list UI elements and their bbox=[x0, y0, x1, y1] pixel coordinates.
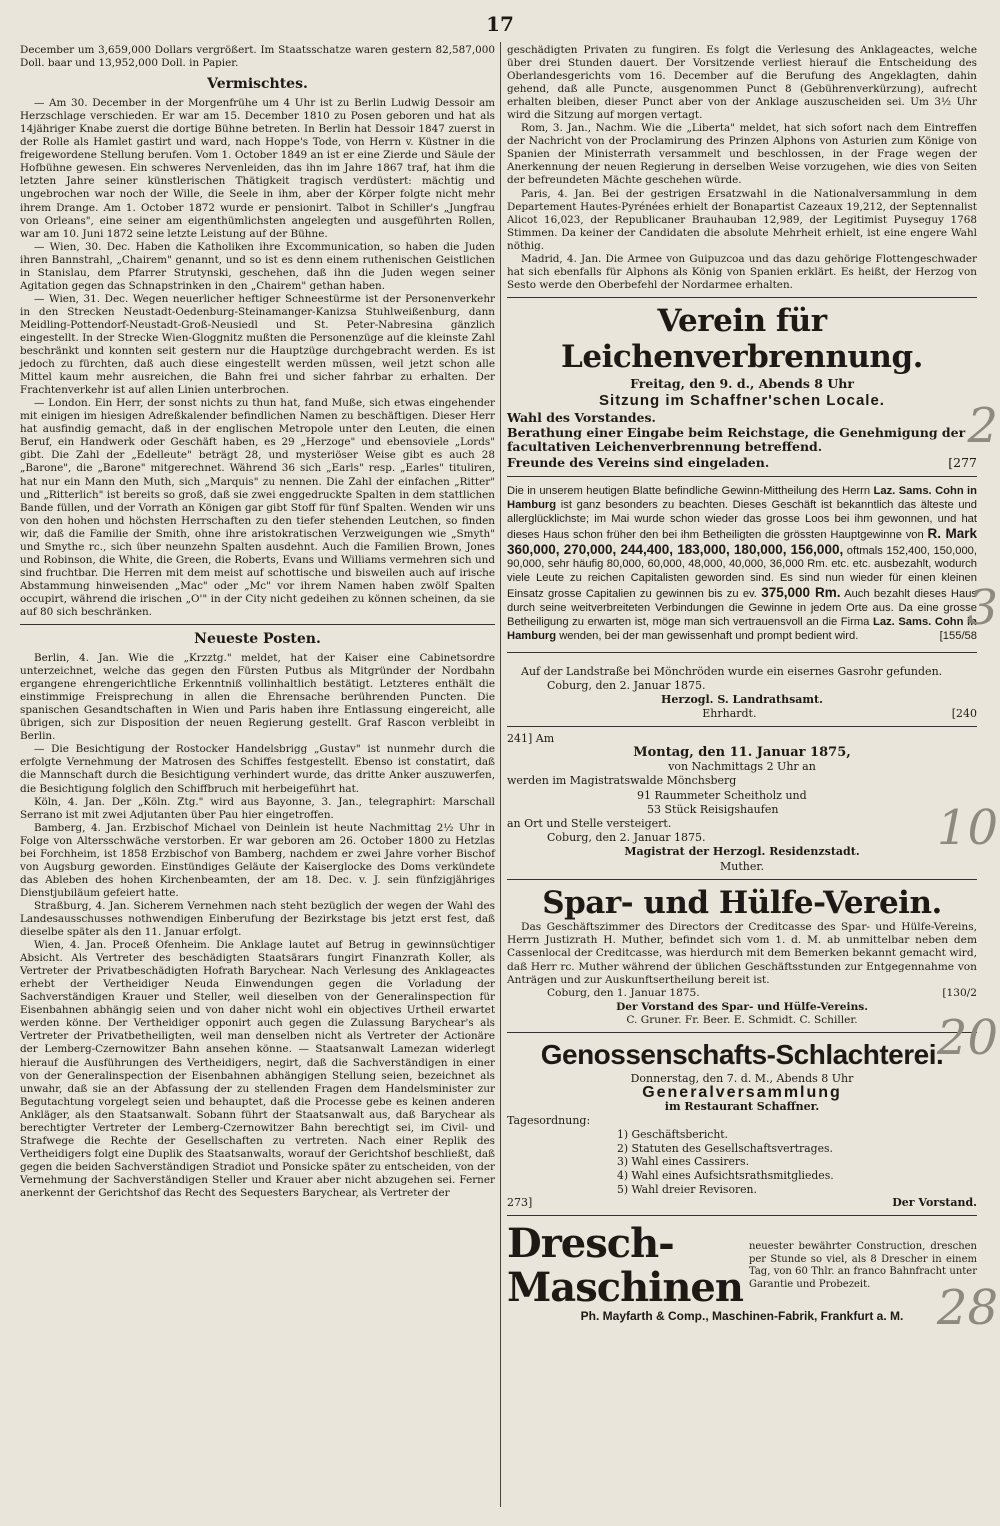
article-strassburg: Straßburg, 4. Jan. Sicherem Vernehmen nach steht bezüglich der wegen der Wahl des Landesausschusses nothwendigen Einberufung der Bezirkstage bis jetzt erst fest, daß dieselbe später als den 11. Januar erfolgt. bbox=[20, 899, 495, 939]
article-ofenheim-continuation: geschädigten Privaten zu fungiren. Es folgt die Verlesung des Anklageactes, welche über drei Stunden dauert. Der Vorsitzende verliest hierauf die Entscheidung des Oberlandesgerichts vom 16. December auf die Berufung des Angeklagten, dahin gehend, daß alle Puncte, ausgenommen Punct 8 (Gebührenverkürzung), aufrecht erhalten bleiben, dieser Punct aber von der Anklage auszuscheiden sei. Um 3½ Uhr wird die Sitzung auf morgen vertagt. bbox=[507, 44, 977, 122]
agenda-item: 3) Wahl eines Cassirers. bbox=[617, 1155, 750, 1169]
article-bamberg: Bamberg, 4. Jan. Erzbischof Michael von Deinlein ist heute Nachmittag 2½ Uhr in Folge von Altersschwäche verstorben. Er war geboren am 26. October 1800 zu Hetzlas bei Forchheim, ist 1858 Erzbischof von Bamberg, nachdem er zwei Jahre vorher Bischof von Augsburg geworden. Einstündiges Geläute der Kaiserglocke des Doms verkündete das Ableben des hohen Kirchenbeamten, der am 18. Dec. v. J. sein fünfzigjähriges Dienstjubiläum gefeiert hatte. bbox=[20, 821, 495, 899]
ad-firm-name: Laz. Sams. Cohn in Hamburg bbox=[507, 616, 978, 642]
article-koeln: Köln, 4. Jan. Der „Köln. Ztg." wird aus Bayonne, 3. Jan., telegraphirt: Marschall Serrano ist mit zwei Adjutanten über Pau hier eingetroffen. bbox=[20, 795, 495, 821]
section-heading-vermischtes: Vermischtes. bbox=[207, 76, 308, 93]
ad-rule bbox=[507, 879, 977, 880]
ad-rule bbox=[507, 297, 977, 298]
ad-title: Genossenschafts-Schlachterei. bbox=[540, 1039, 944, 1071]
ad-firm-name: Laz. Sams. Cohn in Hamburg bbox=[507, 484, 978, 511]
margin-mark: 2 bbox=[967, 398, 998, 454]
ad-rule bbox=[507, 652, 977, 653]
ad-rule bbox=[507, 1032, 977, 1033]
ad-item: Wahl des Vorstandes. bbox=[507, 409, 656, 425]
ad-board: Der Vorstand. bbox=[892, 1196, 977, 1210]
section-rule bbox=[20, 624, 495, 625]
ad-title: Spar- und Hülfe-Verein. bbox=[542, 884, 942, 921]
ad-prize-list: R. Mark 360,000, 270,000, 244,400, 183,000, 180,000, 156,000, bbox=[507, 525, 977, 557]
ad-rule bbox=[507, 476, 977, 477]
ad-rule bbox=[507, 1215, 977, 1216]
ad-ref: 241] Am bbox=[507, 731, 555, 745]
ad-holzversteigerung: 241] Am Montag, den 11. Januar 1875, von Nachmittags 2 Uhr an werden im Magistratswalde Mönchsberg 91 Raummeter Scheitholz und 53 Stück Reisigshaufen an Ort und Stelle versteigert. Coburg, den 2. Januar 1875. Magistrat der Herzogl. Residenzstadt. Muther. bbox=[507, 732, 977, 874]
ad-session: Sitzung im Schaffner'schen Locale. bbox=[599, 391, 885, 409]
ad-prize-max: 375,000 Rm. bbox=[761, 585, 841, 601]
ad-gasrohr: Auf der Landstraße bei Mönchröden wurde ein eisernes Gasrohr gefunden. Coburg, den 2. Januar 1875. Herzogl. S. Landrathsamt. Ehrhardt. [240 bbox=[507, 665, 977, 721]
agenda-item: 4) Wahl eines Aufsichtsrathsmitgliedes. bbox=[617, 1169, 834, 1183]
margin-mark: 28 bbox=[936, 1280, 998, 1336]
article-dessoir: — Am 30. December in der Morgenfrühe um 4 Uhr ist zu Berlin Ludwig Dessoir am Herzschlage verschieden. Er war am 15. December 1810 zu Posen geboren und hat als 14jähriger Knabe zuerst die dortige Bühne betreten. In Berlin hat Dessoir 1847 zuerst in der Rolle als Hamlet gastirt und ward, nach Hoppe's Tode, von Herrn v. Küstner in die freigewordene Stellung berufen. Vom 1. October 1849 an ist er eine Zierde und Säule der Hofbühne gewesen. Ein schweres Nervenleiden, das ihn im Jahre 1867 traf, hat ihm die letzten Jahre seiner künstlerischen Thätigkeit tragisch verdüstert: mächtig und ungebrochen war noch der Wille, die Seele in ihm, aber der Körper folgte nicht mehr ihrem Drange. Am 1. October 1872 wurde er pensionirt. Talbot in Schiller's „Jungfrau von Orleans", eine seiner am eigenthümlichsten angelegten und ausgeführten Rollen, war am 10. Juni 1872 seine letzte Leistung auf der Bühne. bbox=[20, 97, 495, 240]
ad-ref: 273] bbox=[507, 1196, 533, 1210]
ad-dreschmaschinen bbox=[507, 1222, 977, 1323]
left-column bbox=[20, 44, 495, 1200]
ad-ref: [277 bbox=[948, 454, 977, 470]
agenda-list bbox=[617, 1128, 977, 1196]
ad-title: Verein für Leichenverbrennung. bbox=[561, 302, 923, 375]
ad-date: Freitag, den 9. d., Abends 8 Uhr bbox=[630, 375, 854, 391]
ad-spar-verein: Spar- und Hülfe-Verein. Das Geschäftszimmer des Directors der Creditcasse des Spar- und Hülfe-Vereins, Herrn Justizrath H. Muther, befindet sich vom 1. d. M. ab unmittelbar neben dem Cassenlocal der Creditcasse, was hierdurch mit dem Bemerken bekannt gemacht wird, daß Herr rc. Muther während der üblichen Geschäftsstunden zur Entgegennahme von Anträgen und zur Auskunftsertheilung bereit ist. Coburg, den 1. Januar 1875. [130/2 Der Vorstand des Spar- und Hülfe-Vereins. C. Gruner. Fr. Beer. E. Schmidt. C. Schiller. bbox=[507, 884, 977, 1026]
article-paris: Paris, 4. Jan. Bei der gestrigen Ersatzwahl in die Nationalversammlung in dem Departement Hautes-Pyrénées erhielt der Bonapartist Cazeaux 19,212, der Septennalist Alicot 16,023, der Republicaner Brauhauban 12,989, der Legitimist Puyseguy 1768 Stimmen. Da keiner der Candidaten die absolute Mehrheit erhielt, ist eine engere Wahl nöthig. bbox=[507, 187, 977, 252]
agenda-item: 2) Statuten des Gesellschaftsvertrages. bbox=[617, 1141, 833, 1155]
ad-title: Dresch-Maschinen bbox=[507, 1220, 743, 1312]
ad-lottery: Die in unserem heutigen Blatte befindliche Gewinn-Mittheilung des Herrn Laz. Sams. Cohn in Hamburg ist ganz besonders zu beachten. Dieses Geschäft ist bekanntlich das älteste und allerglücklichste; im Mai wurde schon wieder das grosse Loos bei ihm gewonnen, und hat dieses Haus schon früher den bei ihm Betheiligten die grössten Hauptgewinne von R. Mark 360,000, 270,000, 244,400, 183,000, 180,000, 156,000, oftmals 152,400, 150,000, 90,000, sehr häufig 80,000, 60,000, 48,000, 40,000, 36,000 Rm. etc. etc. ausbezahlt, wodurch viele Leute zu reichen Capitalisten geworden sind. Es sind nun wieder für einen kleinen Einsatz grosse Capitalien zu gewinnen bis zu ev. 375,000 Rm. Auch bezahlt dieses Haus durch seine weitverbreiteten Verbindungen die Gewinne in jedem Orte aus. Da eine grosse Betheiligung zu erwarten ist, möge man sich vertrauensvoll an die Firma Laz. Sams. Cohn in Hamburg wenden, bei der man gewissenhaft und prompt bedient wird. [155/58 bbox=[507, 484, 978, 642]
article-berlin: Berlin, 4. Jan. Wie die „Krzztg." meldet, hat der Kaiser eine Cabinetsordre unterzeichnet, welche das gegen den Fürsten Putbus als Mitgründer der Nordbahn ergangene ehrengerichtliche Erkenntniß vollinhaltlich bestätigt. Letzteres enthält die einstimmige Freisprechung in allen die Ehrensache berührenden Puncten. Die spanischen Gesandtschaften in Wien und Paris haben ihre Entlassung eingereicht, alle übrigen, sich zur Disposition der neuen Regierung gestellt. Graf Rascon verbleibt in Berlin. bbox=[20, 652, 495, 743]
article-rostock: — Die Besichtigung der Rostocker Handelsbrigg „Gustav" ist nunmehr durch die erfolgte Vernehmung der Matrosen des Schiffes festgestellt. Ebenso ist constatirt, daß die Mannschaft durch die Besichtigung verhindert wurde, das dritte Anker auszuwerfen, die Besichtigung folglich den Schiffbruch mit herbeigeführt hat. bbox=[20, 743, 495, 795]
agenda-item: 1) Geschäftsbericht. bbox=[617, 1128, 729, 1142]
article-wien-30: — Wien, 30. Dec. Haben die Katholiken ihre Excommunication, so haben die Juden ihren Bannstrahl, „Chairem" genannt, und so ist es denn einem ruthenischen Geistlichen in Stanislau, dem Pfarrer Strutynski, geschehen, daß ihn die Juden wegen seiner Agitation gegen das Schnapstrinken in den „Chairem" gethan haben. bbox=[20, 240, 495, 292]
right-column bbox=[507, 44, 977, 1323]
ad-description: neuester bewährter Construction, dreschen per Stunde so viel, als 8 Drescher in einem Tag, von 60 Thlr. an franco Bahnfracht unter Garantie und Probezeit. bbox=[748, 1241, 977, 1290]
ad-footer: Freunde des Vereins sind eingeladen. [277 bbox=[507, 454, 977, 470]
ad-date: Montag, den 11. Januar 1875, bbox=[633, 745, 851, 761]
page-number: 17 bbox=[486, 12, 514, 36]
margin-mark: 10 bbox=[936, 800, 998, 856]
article-wien-31: — Wien, 31. Dec. Wegen neuerlicher heftiger Schneestürme ist der Personenverkehr in den Strecken Neustadt-Oedenburg-Steinamanger-Kanizsa Stuhlweißenburg, dann Meidling-Pottendorf-Neustadt-Groß-Neusiedl und St. Peter-Nabresina gänzlich eingestellt. In der Strecke Wien-Gloggnitz mußten die Personenzüge auf die kleinste Zahl beschränkt und konnten seit gestern nur die Hauptzüge durchgebracht werden. Es ist jedoch zu fürchten, daß auch diese eingestellt werden müssen, weil jetzt schon alle Mittel kaum mehr ausreichen, die Bahn frei und sicher fahrbar zu erhalten. Der Frachtenverkehr ist auf allen Linien unterbrochen. bbox=[20, 292, 495, 397]
ad-event: Generalversammlung bbox=[642, 1084, 842, 1102]
ad-ref: [130/2 bbox=[942, 987, 977, 1000]
ad-leichenverbrennung bbox=[507, 303, 977, 471]
margin-mark: 20 bbox=[936, 1010, 998, 1066]
section-heading-neueste-posten: Neueste Posten. bbox=[194, 631, 321, 648]
ad-office: Magistrat der Herzogl. Residenzstadt. bbox=[624, 845, 860, 859]
article-london: — London. Ein Herr, der sonst nichts zu thun hat, fand Muße, sich etwas eingehender mit einigen im hiesigen Adreßkalender befindlichen Namen zu beschäftigen. Dieser Herr hat ausfindig gemacht, daß in der englischen Metropole unter den Leuten, die einen Beruf, ein Handwerk oder Geschäft haben, es 29 „Herzoge" und ebensoviele „Lords" gibt. Die Zahl der „Edelleute" beträgt 28, und mysteriöser Weise gibt es auch 28 „Barone", die „Barone" mitgerechnet. Während 36 sich „Earls" resp. „Earles" tituliren, hat nur ein Mann den Muth, sich „Marquis" zu nennen. Die Zahl der einfachen „Ritter" und „Ritterlich" ist bereits so groß, daß sie zwei enggedruckte Spalten in dem stattlichen Bande füllen, und der Vorrath an Königen gar gibt Stoff für fünf Spalten. Wenden wir uns von den hohen und höchsten Herrschaften zu den tiefer stehenden Leutchen, so finden wir, daß die Familie der Smith, ohne ihre aristokratischen Verzweigungen wie „Smyth" und Smythe rc., sich über neunzehn Spalten ausdehnt. Auch die Familien Brown, Jones und Robinson, die White, die Green, die Roberts, Evans und Williams vermehren sich und sind fruchtbar. Die Herren mit dem meist auf schottische und bisweilen auch auf irische Abstammung hinweisenden „Mac" oder „Mc" vor ihrem Namen haben zwölf Spalten occupirt, während die irischen „O'" in der City nicht gedeihen zu können scheinen, da sie auf 80 sich beschränken. bbox=[20, 397, 495, 618]
ad-rule bbox=[507, 726, 977, 727]
article-continuation: December um 3,659,000 Dollars vergrößert. Im Staatsschatze waren gestern 82,587,000 Doll. baar und 13,952,000 Doll. in Papier. bbox=[20, 44, 495, 70]
ad-schlachterei: Genossenschafts-Schlachterei. Donnerstag, den 7. d. M., Abends 8 Uhr Generalversammlung im Restaurant Schaffner. Tagesordnung: 1) Geschäftsbericht. 2) Statuten des Gesellschaftsvertrages. 3) Wahl eines Cassirers. 4) Wahl eines Aufsichtsrathsmitgliedes. 5) Wahl dreier Revisoren. 273] Der Vorstand. bbox=[507, 1039, 977, 1210]
ad-firm: Ph. Mayfarth & Comp., Maschinen-Fabrik, Frankfurt a. M. bbox=[580, 1309, 904, 1324]
agenda-label: Tagesordnung: bbox=[507, 1114, 591, 1128]
ad-ref: [240 bbox=[951, 706, 977, 720]
column-divider bbox=[500, 42, 501, 1507]
ad-item: Berathung einer Eingabe beim Reichstage, die Genehmigung der facultativen Leichenverbrennung betreffend. bbox=[507, 424, 966, 454]
article-madrid: Madrid, 4. Jan. Die Armee von Guipuzcoa und das dazu gehörige Flottengeschwader hat sich ebenfalls für Alphons als König von Spanien erklärt. Es heißt, der Herzog von Sesto werde den Oberbefehl der Nordarmee erhalten. bbox=[507, 252, 977, 291]
ad-board: Der Vorstand des Spar- und Hülfe-Vereins. bbox=[616, 1000, 868, 1013]
article-wien-ofenheim: Wien, 4. Jan. Proceß Ofenheim. Die Anklage lautet auf Betrug in gewinnsüchtiger Absicht. Als Vertreter des beschädigten Staatsärars fungirt Finanzrath Koller, als Vertreter der Privatbeschädigten Hofrath Barychear. Nach Verlesung des Anklageactes erhebt der Vertheidiger Neuda Einwendungen gegen die Vorladung der Sachverständigen Krauer und Steller, weil dieselben von der Generalinspection für Eisenbahnen abhängig seien und von daher nicht wohl ein objectives Urtheil erwartet werden könne. Der Vertheidiger opponirt auch gegen die Zulassung Barychear's als Vertreter der Privatbetheiligten, weil man denselben nicht als Vertreter der Actionäre der Lemberg-Czernowitzer Bahn ansehen könne. — Staatsanwalt Lamezan widerlegt hierauf die Ausführungen des Vertheidigers, negirt, daß die Sachverständigen in einer von der Generalinspection der Eisenbahnen abhängigen Stellung seien, bezeichnet als unwahr, daß sie an der Abfassung der zu stellenden Fragen dem Handelsminister zur Begutachtung vorgelegt seien und behauptet, daß die Processe gebe es keinen anderen Ankläger, als den Staatsanwalt. Sobann führt der Staatsanwalt aus, daß Barychear als berechtigter Vertreter der Lemberg-Czernowitzer Bahn berechtigt sei, im Civil- und Strafwege die Rechte der Gesellschaften zu vertreten. Nach einer Replik des Vertheidigers folgt eine Duplik des Staatsanwalts, worauf der Gerichtshof beschließt, daß gegen die beiden Sachverständigen Stradiot und Ponsicke später zu entscheiden, von der Vernehmung der Sachverständigen Steller und Krauer aber nicht abzugehen sei. Ferner anerkennt der Gerichtshof das Recht des Sequesters Barychear, als Vertreter der bbox=[20, 939, 495, 1199]
ad-ref: [155/58 bbox=[939, 629, 977, 642]
margin-mark: 3 bbox=[967, 580, 998, 636]
ad-office: Herzogl. S. Landrathsamt. bbox=[661, 692, 823, 706]
article-rom: Rom, 3. Jan., Nachm. Wie die „Liberta" meldet, hat sich sofort nach dem Eintreffen der Nachricht von der Proclamirung des Prinzen Alphons von Asturien zum Könige von Spanien der Ministerrath versammelt und beschlossen, in der Frage wegen der Anerkennung der neuen Regierung in derselben Weise vorzugehen, wie dies von Seiten der befreundeten Mächte geschehen würde. bbox=[507, 122, 977, 187]
agenda-item: 5) Wahl dreier Revisoren. bbox=[617, 1182, 757, 1196]
